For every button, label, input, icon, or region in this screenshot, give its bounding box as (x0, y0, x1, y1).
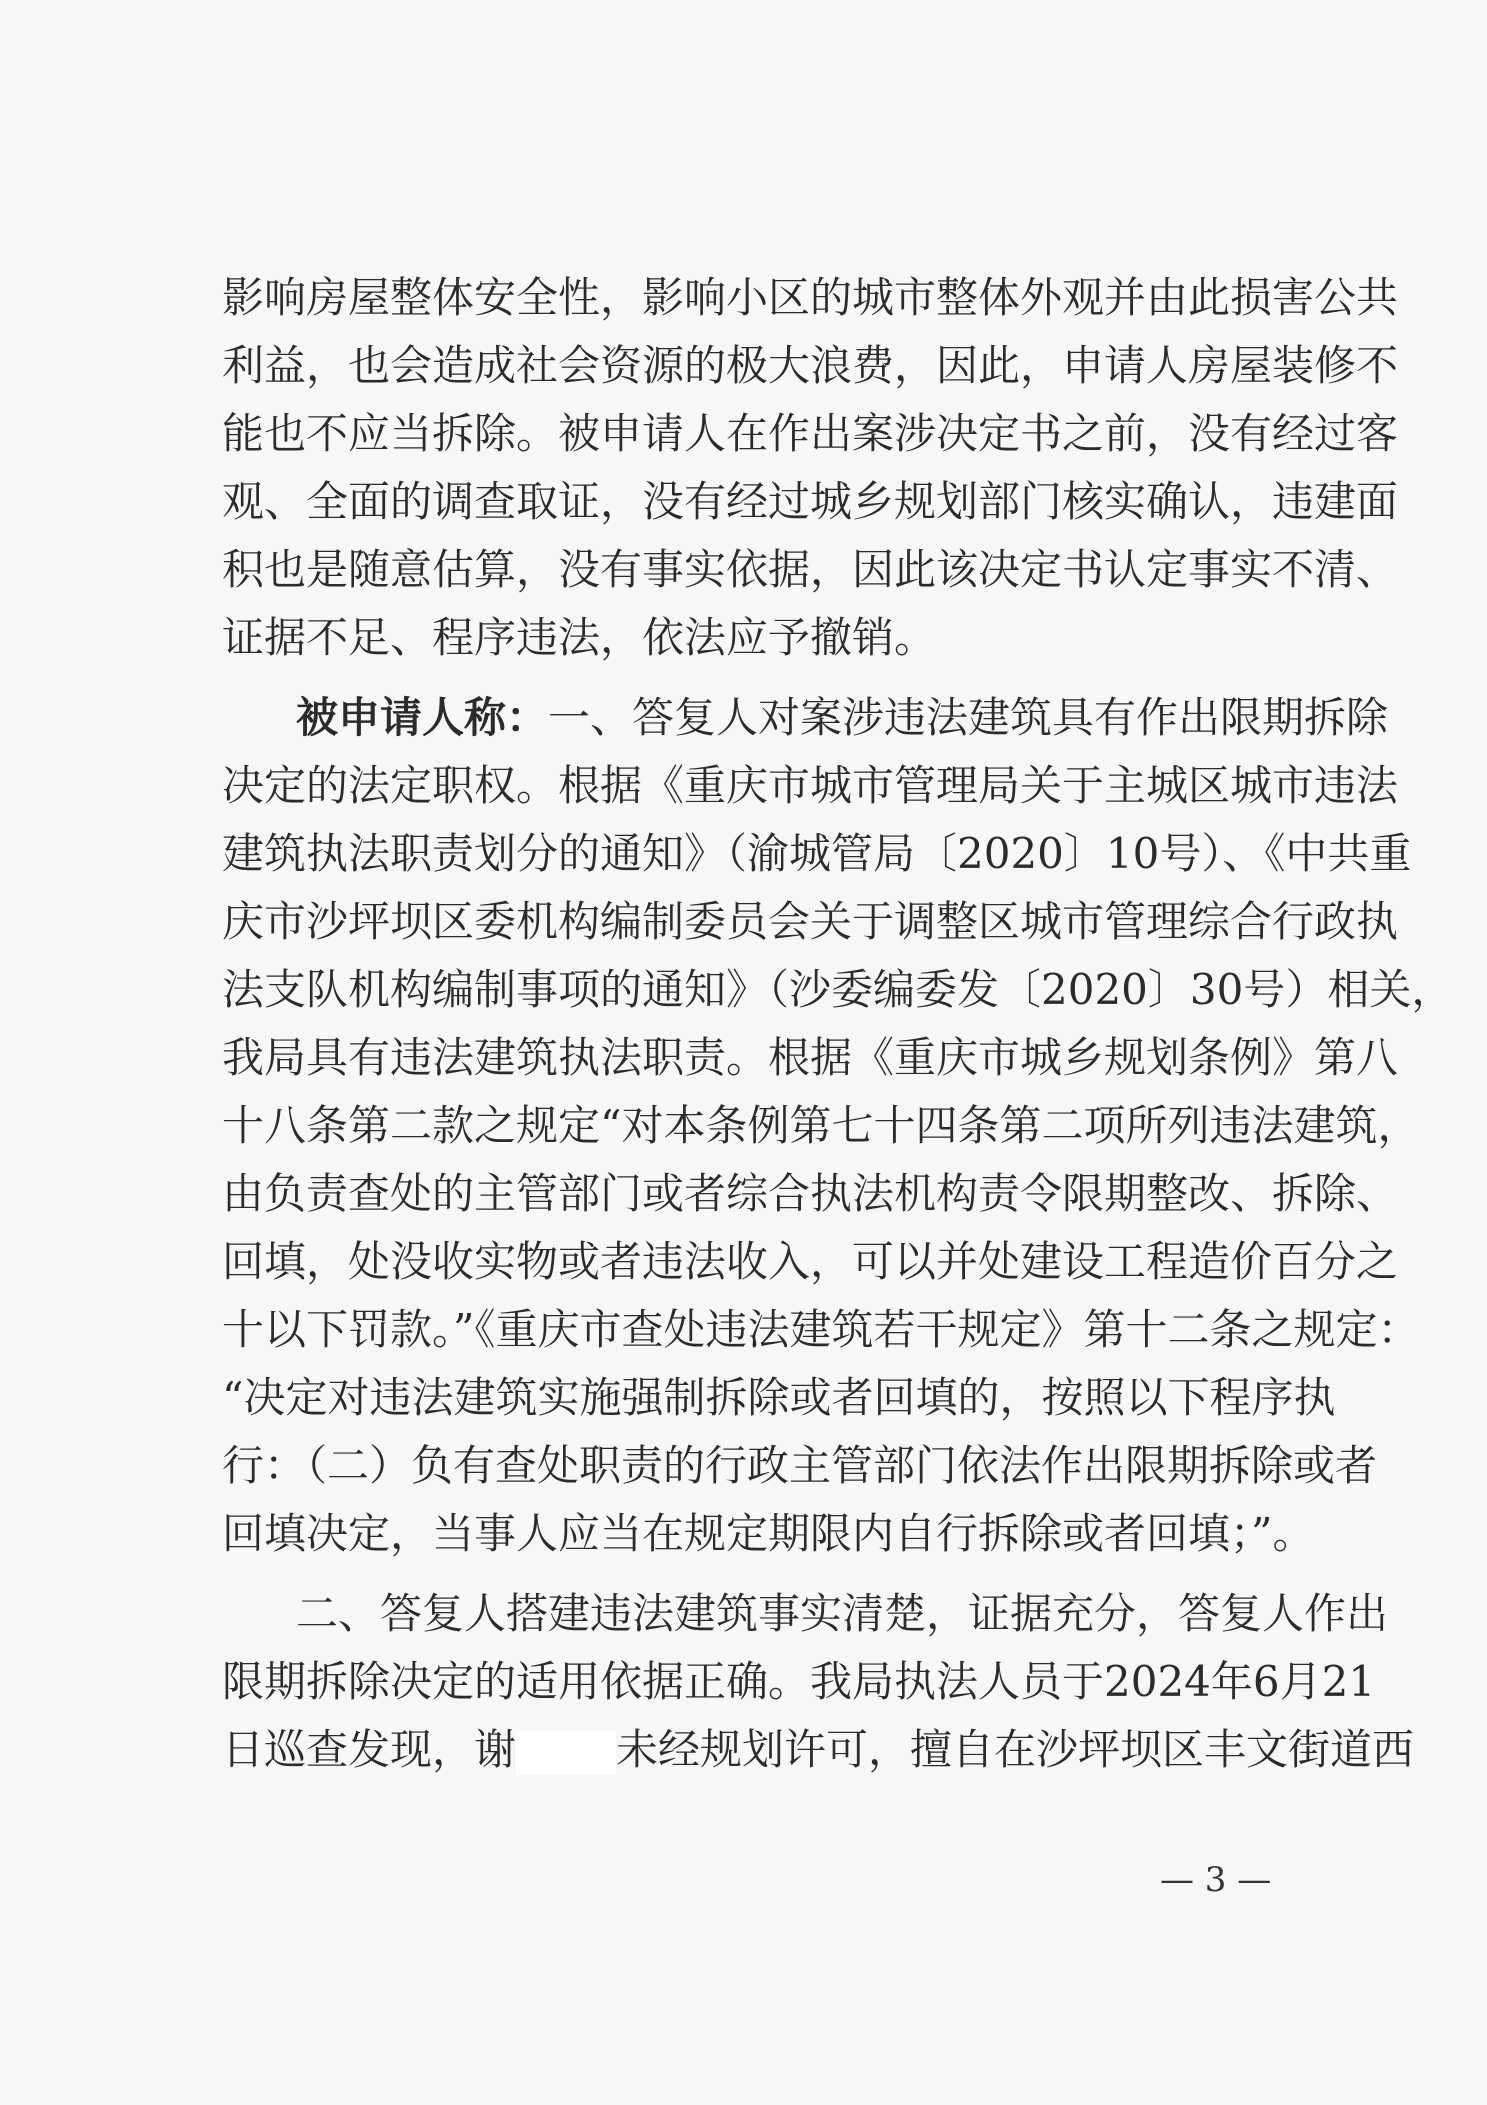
respondent-label: 被申请人称： (296, 693, 549, 742)
text-line: 建筑执法职责划分的通知》（渝城管局〔2020〕10号）、《中共重 (222, 829, 1412, 878)
text-line: 十以下罚款。”《重庆市查处违法建筑若干规定》第十二条之规定： (222, 1305, 1420, 1354)
text-line: 由负责查处的主管部门或者综合执法机构责令限期整改、拆除、 (222, 1169, 1399, 1218)
text-line: 庆市沙坪坝区委机构编制委员会关于调整区城市管理综合行政执 (222, 897, 1399, 946)
redaction-box (516, 1731, 616, 1775)
text-line: “决定对违法建筑实施强制拆除或者回填的，按照以下程序执 (222, 1373, 1336, 1422)
text-line: 利益，也会造成社会资源的极大浪费，因此，申请人房屋装修不 (222, 341, 1399, 390)
text-line: 证据不足、程序违法，依法应予撤销。 (222, 613, 937, 662)
paragraph-respondent (296, 690, 1389, 746)
text-line: 行：（二）负有查处职责的行政主管部门依法作出限期拆除或者 (222, 1441, 1378, 1490)
text-line-redacted (222, 1722, 1415, 1778)
text-line: 我局具有违法建筑执法职责。根据《重庆市城乡规划条例》第八 (222, 1033, 1399, 1082)
text-segment: 未经规划许可，擅自在沙坪坝区丰文街道西 (616, 1725, 1415, 1774)
text-line: 法支队机构编制事项的通知》（沙委编委发〔2020〕30号）相关， (222, 965, 1454, 1014)
text-line: 决定的法定职权。根据《重庆市城市管理局关于主城区城市违法 (222, 761, 1399, 810)
text-line: 观、全面的调查取证，没有经过城乡规划部门核实确认，违建面 (222, 477, 1399, 526)
text-line: 能也不应当拆除。被申请人在作出案涉决定书之前，没有经过客 (222, 409, 1399, 458)
page-number: — 3 — (1160, 1860, 1272, 1900)
text-line: 回填决定，当事人应当在规定期限内自行拆除或者回填；”。 (222, 1509, 1315, 1558)
text-line: 回填，处没收实物或者违法收入，可以并处建设工程造价百分之 (222, 1237, 1399, 1286)
text-line: 积也是随意估算，没有事实依据，因此该决定书认定事实不清、 (222, 545, 1399, 594)
text-segment: 一、答复人对案涉违法建筑具有作出限期拆除 (548, 693, 1389, 742)
text-line: 限期拆除决定的适用依据正确。我局执法人员于2024年6月21 (222, 1657, 1376, 1706)
text-line: 二、答复人搭建违法建筑事实清楚，证据充分，答复人作出 (296, 1589, 1389, 1638)
text-segment: 日巡查发现，谢 (222, 1725, 517, 1774)
text-line: 十八条第二款之规定“对本条例第七十四条第二项所列违法建筑， (222, 1101, 1420, 1150)
text-line: 影响房屋整体安全性，影响小区的城市整体外观并由此损害公共 (222, 273, 1399, 322)
